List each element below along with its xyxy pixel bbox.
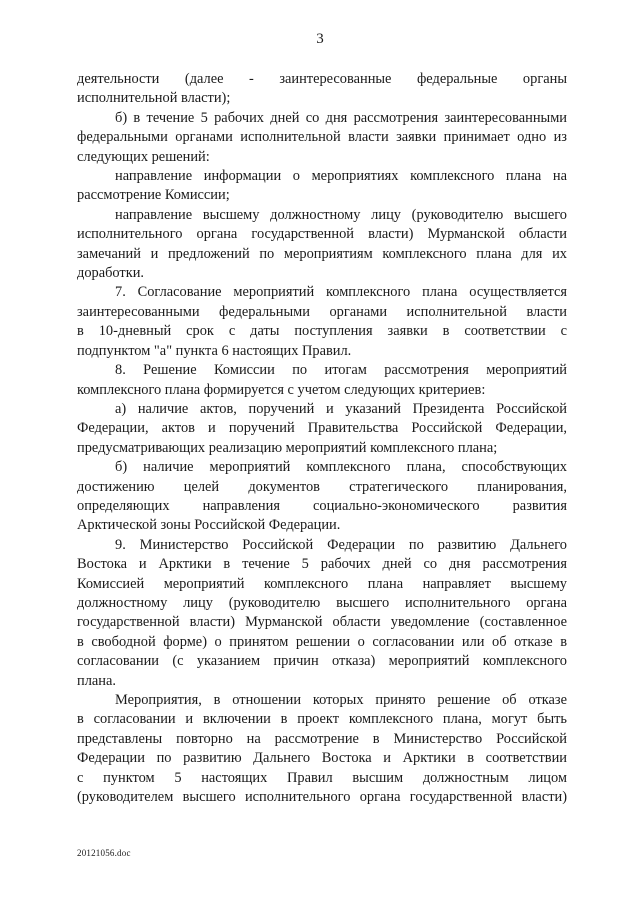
- text-line: деятельности (далее - заинтересованные федеральные органы: [77, 71, 567, 87]
- text-line: следующих решений:: [77, 148, 210, 165]
- text-line: государственной власти) Мурманской области уведомление (составленное: [77, 614, 567, 631]
- text-line: Федерации, актов и поручений Правительства Российской Федерации,: [77, 420, 567, 437]
- text-line: 9. Министерство Российской Федерации по развитию Дальнего: [115, 536, 567, 553]
- text-line: с пунктом 5 настоящих Правил высшим должностным лицом: [77, 769, 567, 786]
- text-line: в согласовании и включении в проект комплексного плана, могут быть: [77, 711, 567, 728]
- document-body: [77, 70, 567, 807]
- paragraph-criterion-b: [77, 458, 567, 536]
- text-line: Мероприятия, в отношении которых принято решение об отказе: [115, 692, 567, 708]
- text-line: согласовании (с указанием причин отказа) мероприятий комплексного: [77, 653, 567, 670]
- paragraph-decision-2: [77, 206, 567, 284]
- text-line: б) наличие мероприятий комплексного плана, способствующих: [115, 459, 567, 476]
- text-line: в свободной форме) о принятом решении о согласовании или об отказе в: [77, 633, 567, 650]
- paragraph-continuation: [77, 70, 567, 109]
- text-line: 8. Решение Комиссии по итогам рассмотрения мероприятий: [115, 362, 567, 379]
- paragraph-item-b: [77, 109, 567, 167]
- paragraph-clause-7: [77, 283, 567, 361]
- text-line: предусматривающих реализацию мероприятий комплексного плана;: [77, 439, 498, 456]
- text-line: рассмотрение Комиссии;: [77, 187, 230, 204]
- page-number: 3: [316, 31, 324, 47]
- paragraph-decision-1: [77, 167, 567, 206]
- text-line: федеральными органами исполнительной власти заявки принимает одно из: [77, 129, 567, 146]
- text-line: в 10-дневный срок с даты поступления заявки в соответствии с: [77, 323, 567, 340]
- text-line: 7. Согласование мероприятий комплексного плана осуществляется: [115, 284, 567, 301]
- paragraph-resubmission: [77, 691, 567, 807]
- text-line: направление высшему должностному лицу (руководителю высшего: [115, 206, 567, 223]
- text-line: Комиссией мероприятий комплексного плана направляет высшему: [77, 575, 567, 592]
- paragraph-clause-9: [77, 536, 567, 691]
- document-file-code: 20121056.doc: [77, 848, 131, 858]
- text-line: доработки.: [77, 265, 145, 282]
- text-line: подпунктом "а" пункта 6 настоящих Правил.: [77, 342, 352, 359]
- text-line: определяющих направления социально-экономического развития: [77, 497, 567, 514]
- text-line: должностному лицу (руководителю высшего исполнительного органа: [77, 594, 567, 611]
- text-line: плана.: [77, 672, 116, 689]
- paragraph-clause-8: [77, 361, 567, 400]
- text-line: комплексного плана формируется с учетом следующих критериев:: [77, 381, 486, 398]
- text-line: а) наличие актов, поручений и указаний Президента Российской: [115, 400, 567, 417]
- text-line: (руководителем высшего исполнительного органа государственной власти): [77, 789, 567, 806]
- paragraph-criterion-a: [77, 400, 567, 458]
- text-line: б) в течение 5 рабочих дней со дня рассмотрения заинтересованными: [115, 109, 567, 126]
- text-line: замечаний и предложений по мероприятиям комплексного плана для их: [77, 245, 567, 262]
- text-line: Арктической зоны Российской Федерации.: [77, 517, 341, 534]
- text-line: Федерации по развитию Дальнего Востока и Арктики в соответствии: [77, 750, 567, 767]
- text-line: исполнительной власти);: [77, 90, 231, 107]
- text-line: заинтересованными федеральными органами исполнительной власти: [77, 303, 567, 320]
- text-line: исполнительного органа государственной власти) Мурманской области: [77, 226, 567, 243]
- text-line: направление информации о мероприятиях комплексного плана на: [115, 168, 567, 185]
- text-line: достижению целей документов стратегического планирования,: [77, 478, 567, 495]
- text-line: представлены повторно на рассмотрение в Министерство Российской: [77, 730, 567, 747]
- text-line: Востока и Арктики в течение 5 рабочих дней со дня рассмотрения: [77, 556, 567, 573]
